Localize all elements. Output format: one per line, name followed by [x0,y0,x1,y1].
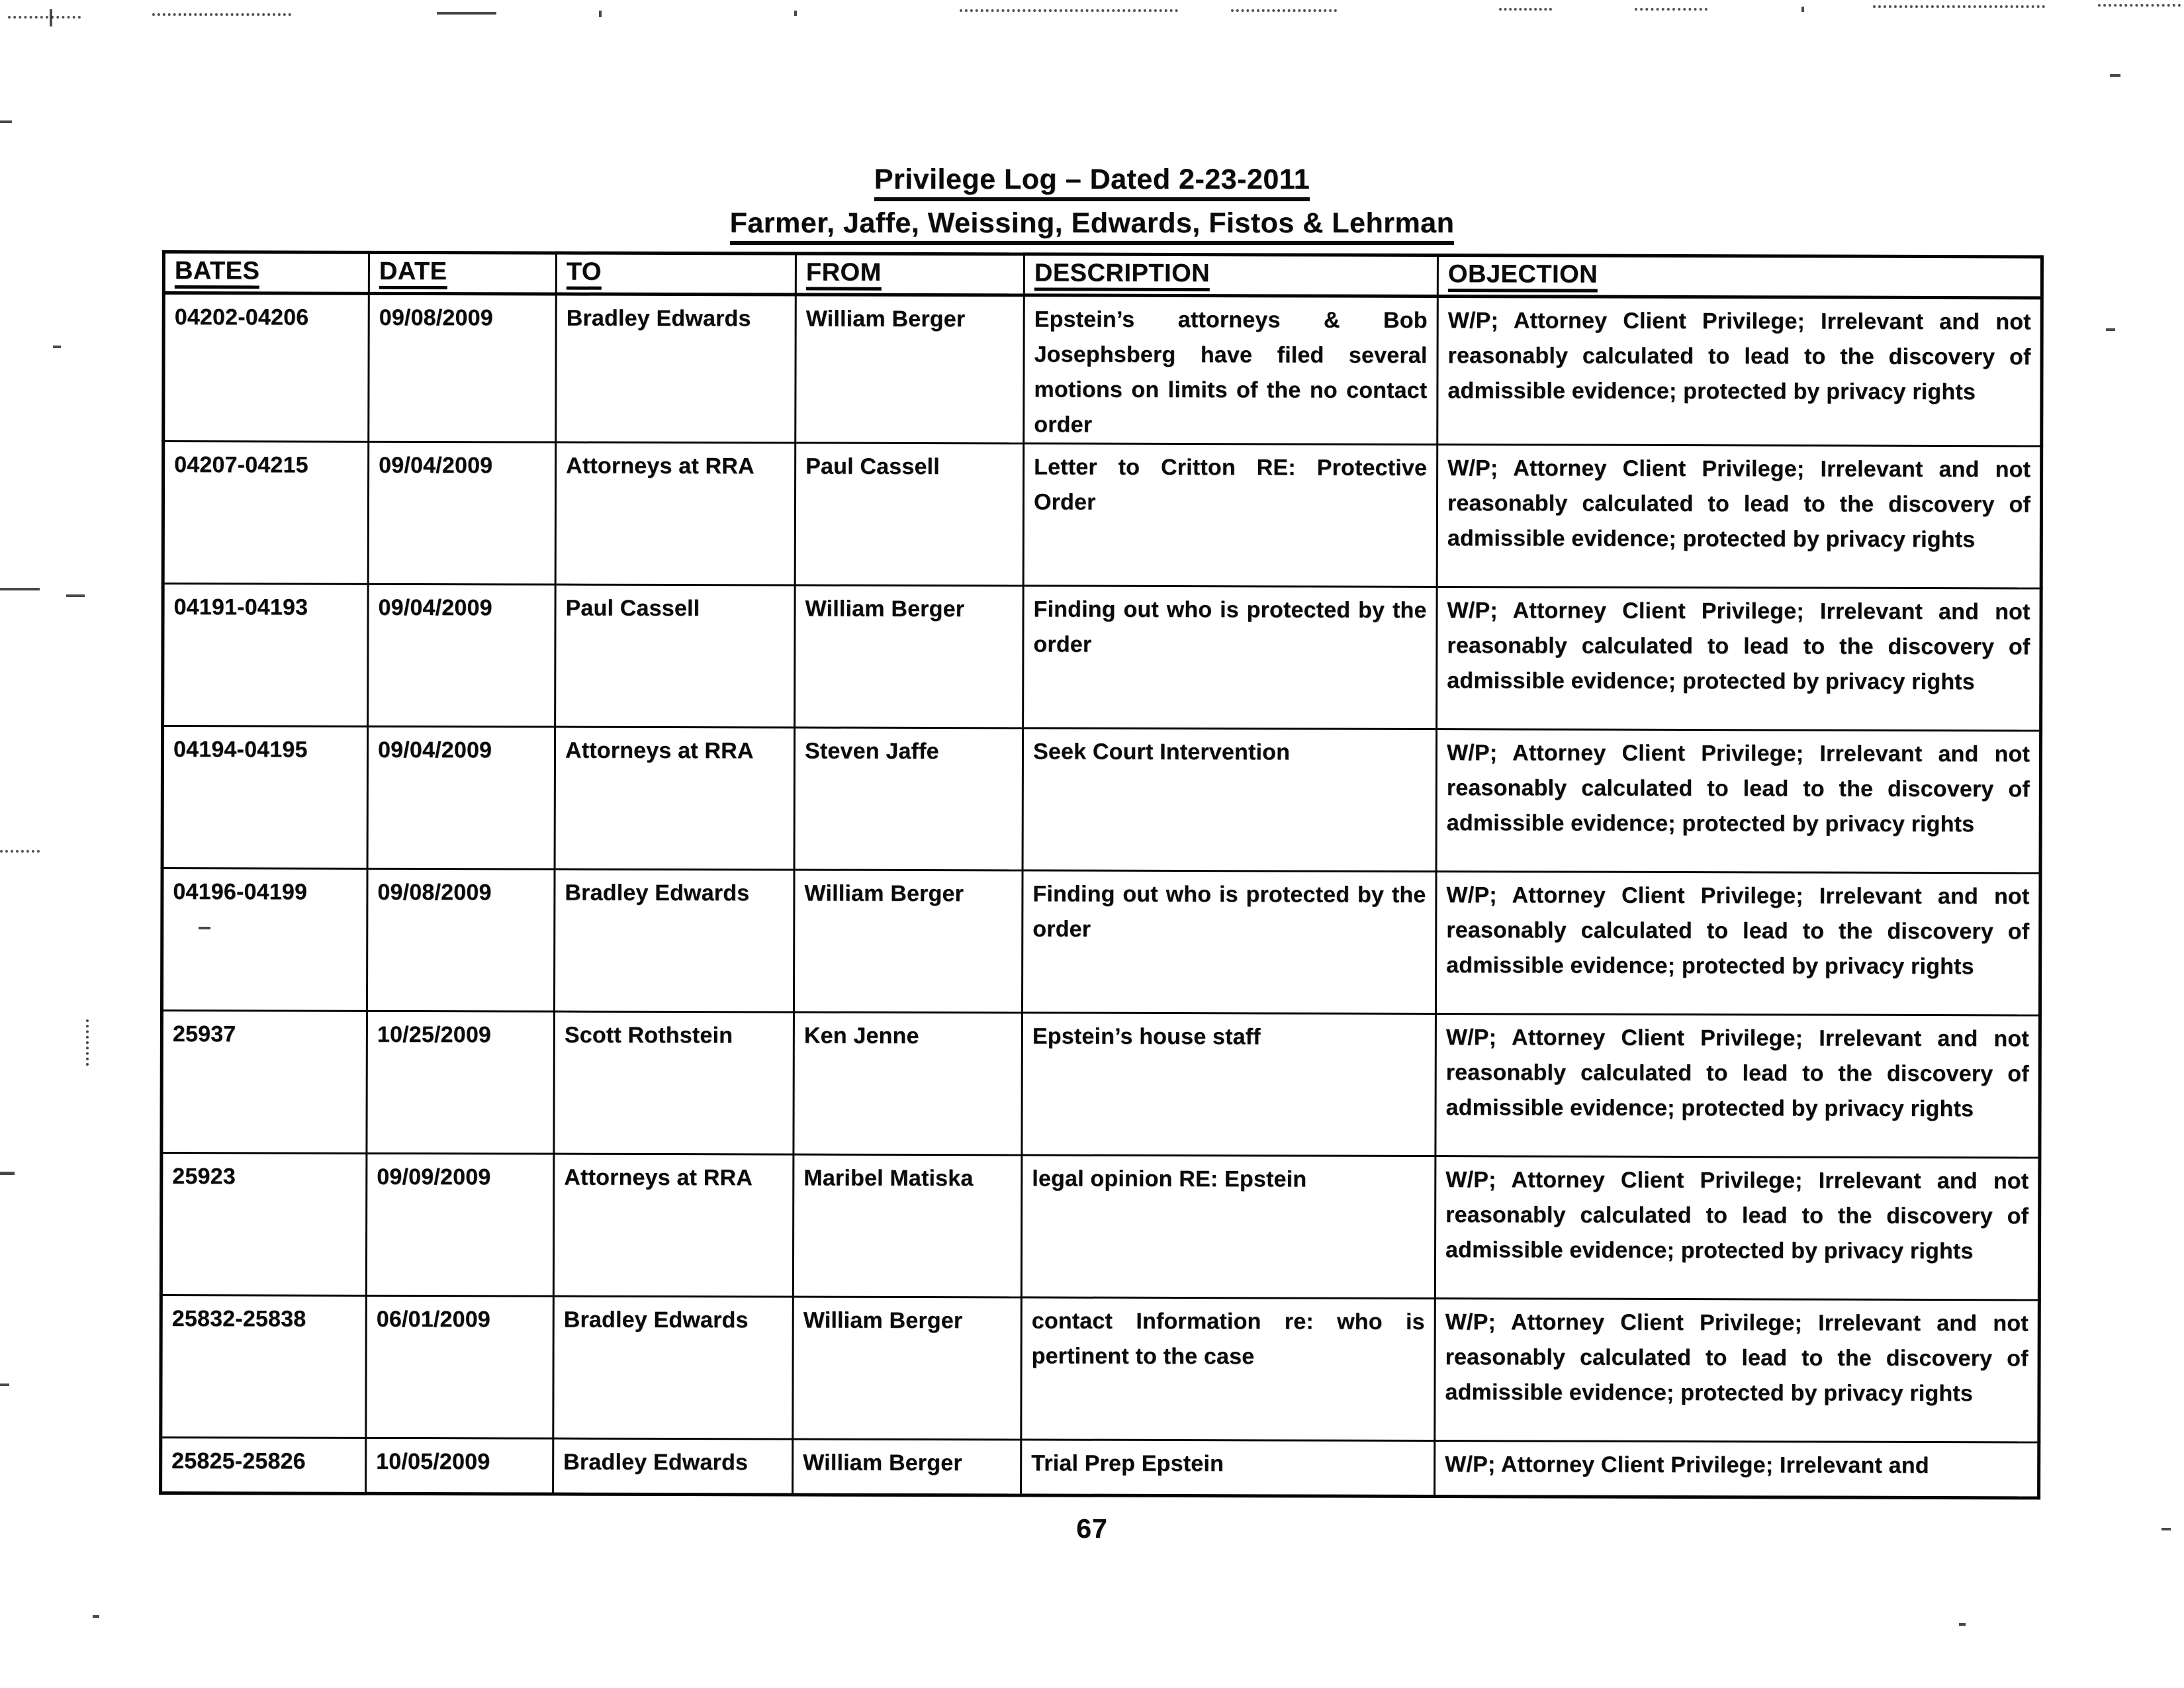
cell-from: Maribel Matiska [793,1154,1022,1297]
cell-date: 10/05/2009 [366,1438,553,1494]
cell-objection: W/P; Attorney Client Privilege; Irrelevant and not reasonably calculated to lead to the discovery of admissible evidence; protected by privacy rights [1437,297,2042,446]
column-header-objection: OBJECTION [1437,256,2042,298]
scan-speck [960,9,1178,12]
scan-speck [437,12,496,15]
cell-bates: 25832-25838 [161,1295,367,1438]
scan-speck [794,11,797,16]
table-row [163,584,2042,731]
document-title: Privilege Log – Dated 2-23-2011 [0,158,2184,201]
scan-speck [0,120,12,123]
cell-from: Ken Jenne [794,1012,1023,1155]
table-row [162,726,2041,873]
scan-speck [8,16,81,19]
cell-bates: 04196-04199 [161,868,367,1011]
scan-speck [1801,7,1804,12]
cell-description: Seek Court Intervention [1023,728,1437,872]
cell-description: Letter to Critton RE: Protective Order [1023,444,1437,587]
scan-speck [53,346,61,348]
scan-speck [1873,5,2045,8]
cell-objection: W/P; Attorney Client Privilege; Irrelevant and not reasonably calculated to lead to the discovery of admissible evidence; protected by privacy rights [1437,587,2042,731]
scan-speck [2110,74,2120,77]
cell-description: Epstein’s house staff [1022,1013,1436,1156]
cell-bates: 25923 [161,1153,367,1296]
cell-date: 09/08/2009 [369,293,557,442]
cell-description: Finding out who is protected by the order [1022,870,1436,1014]
scan-speck [1959,1623,1966,1626]
cell-to: Bradley Edwards [554,869,794,1012]
cell-date: 09/04/2009 [368,442,556,585]
cell-from: William Berger [793,1297,1022,1440]
column-header-description: DESCRIPTION [1024,254,1437,297]
cell-from: Paul Cassell [795,443,1024,586]
table-row [161,1153,2040,1300]
scan-speck [66,594,85,597]
cell-date: 09/04/2009 [367,726,555,869]
cell-date: 09/08/2009 [367,868,555,1011]
table-row [161,1438,2039,1498]
scan-speck [152,13,291,16]
table-row [163,293,2042,446]
cell-date: 10/25/2009 [367,1011,555,1154]
cell-date: 06/01/2009 [366,1295,554,1438]
table-header-row [163,252,2042,298]
cell-objection: W/P; Attorney Client Privilege; Irrelevant and not reasonably calculated to lead to the discovery of admissible evidence; protected by privacy rights [1435,1299,2040,1442]
cell-objection: W/P; Attorney Client Privilege; Irrelevant and not reasonably calculated to lead to the discovery of admissible evidence; protected by privacy rights [1437,445,2042,588]
scan-speck [2106,328,2115,331]
scan-speck [1499,8,1552,11]
scan-speck [0,1383,9,1386]
cell-from: William Berger [794,870,1023,1013]
scan-speck [0,1172,15,1175]
column-header-date: DATE [369,252,556,294]
cell-to: Bradley Edwards [553,1296,794,1439]
cell-to: Attorneys at RRA [553,1154,794,1297]
cell-bates: 25937 [161,1011,367,1154]
scan-speck [1635,8,1707,11]
column-header-bates: BATES [163,252,369,294]
cell-description: Trial Prep Epstein [1021,1440,1435,1497]
scan-speck [93,1615,99,1618]
cell-description: contact Information re: who is pertinent to the case [1021,1297,1435,1441]
scan-speck [86,1019,91,1066]
table-row [163,442,2042,588]
scan-speck [2098,4,2181,7]
cell-bates: 25825-25826 [161,1438,366,1494]
cell-to: Attorneys at RRA [555,442,796,585]
cell-to: Paul Cassell [555,585,796,727]
cell-bates: 04207-04215 [163,442,369,585]
cell-from: William Berger [793,1439,1021,1495]
cell-description: Epstein’s attorneys & Bob Josephsberg have filed several motions on limits of the no contact order [1024,295,1438,445]
document-subtitle: Farmer, Jaffe, Weissing, Edwards, Fistos & Lehrman [0,201,2184,245]
cell-bates: 04191-04193 [163,584,369,727]
document-header [0,158,2184,245]
cell-description: Finding out who is protected by the order [1023,586,1437,729]
cell-objection: W/P; Attorney Client Privilege; Irrelevant and not reasonably calculated to lead to the discovery of admissible evidence; protected by privacy rights [1436,729,2041,873]
cell-description: legal opinion RE: Epstein [1021,1155,1435,1299]
cell-objection: W/P; Attorney Client Privilege; Irrelevant and not reasonably calculated to lead to the discovery of admissible evidence; protected by privacy rights [1435,872,2040,1015]
cell-objection: W/P; Attorney Client Privilege; Irrelevant and [1435,1441,2039,1498]
cell-bates: 04202-04206 [163,293,369,442]
cell-date: 09/04/2009 [368,584,556,727]
cell-objection: W/P; Attorney Client Privilege; Irrelevant and not reasonably calculated to lead to the discovery of admissible evidence; protected by privacy rights [1435,1156,2040,1300]
scan-speck [0,850,40,853]
cell-to: Bradley Edwards [556,294,796,443]
cell-bates: 04194-04195 [162,726,368,869]
cell-to: Attorneys at RRA [555,727,795,870]
cell-objection: W/P; Attorney Client Privilege; Irrelevant and not reasonably calculated to lead to the discovery of admissible evidence; protected by privacy rights [1435,1014,2040,1158]
privilege-log-table [159,250,2044,1499]
table-row [161,1011,2040,1158]
scan-speck [599,11,602,17]
cell-to: Scott Rothstein [554,1011,794,1154]
table-row [161,868,2040,1015]
cell-from: Steven Jaffe [794,727,1023,870]
scan-speck [0,588,40,590]
table-row [161,1295,2040,1442]
cell-from: William Berger [795,585,1024,728]
cell-to: Bradley Edwards [553,1438,793,1495]
scan-speck [50,9,52,26]
scan-speck [1231,9,1337,12]
cell-date: 09/09/2009 [366,1153,554,1296]
column-header-to: TO [556,253,796,295]
cell-from: William Berger [796,295,1024,444]
page-number: 67 [1076,1513,1108,1544]
column-header-from: FROM [796,254,1024,295]
